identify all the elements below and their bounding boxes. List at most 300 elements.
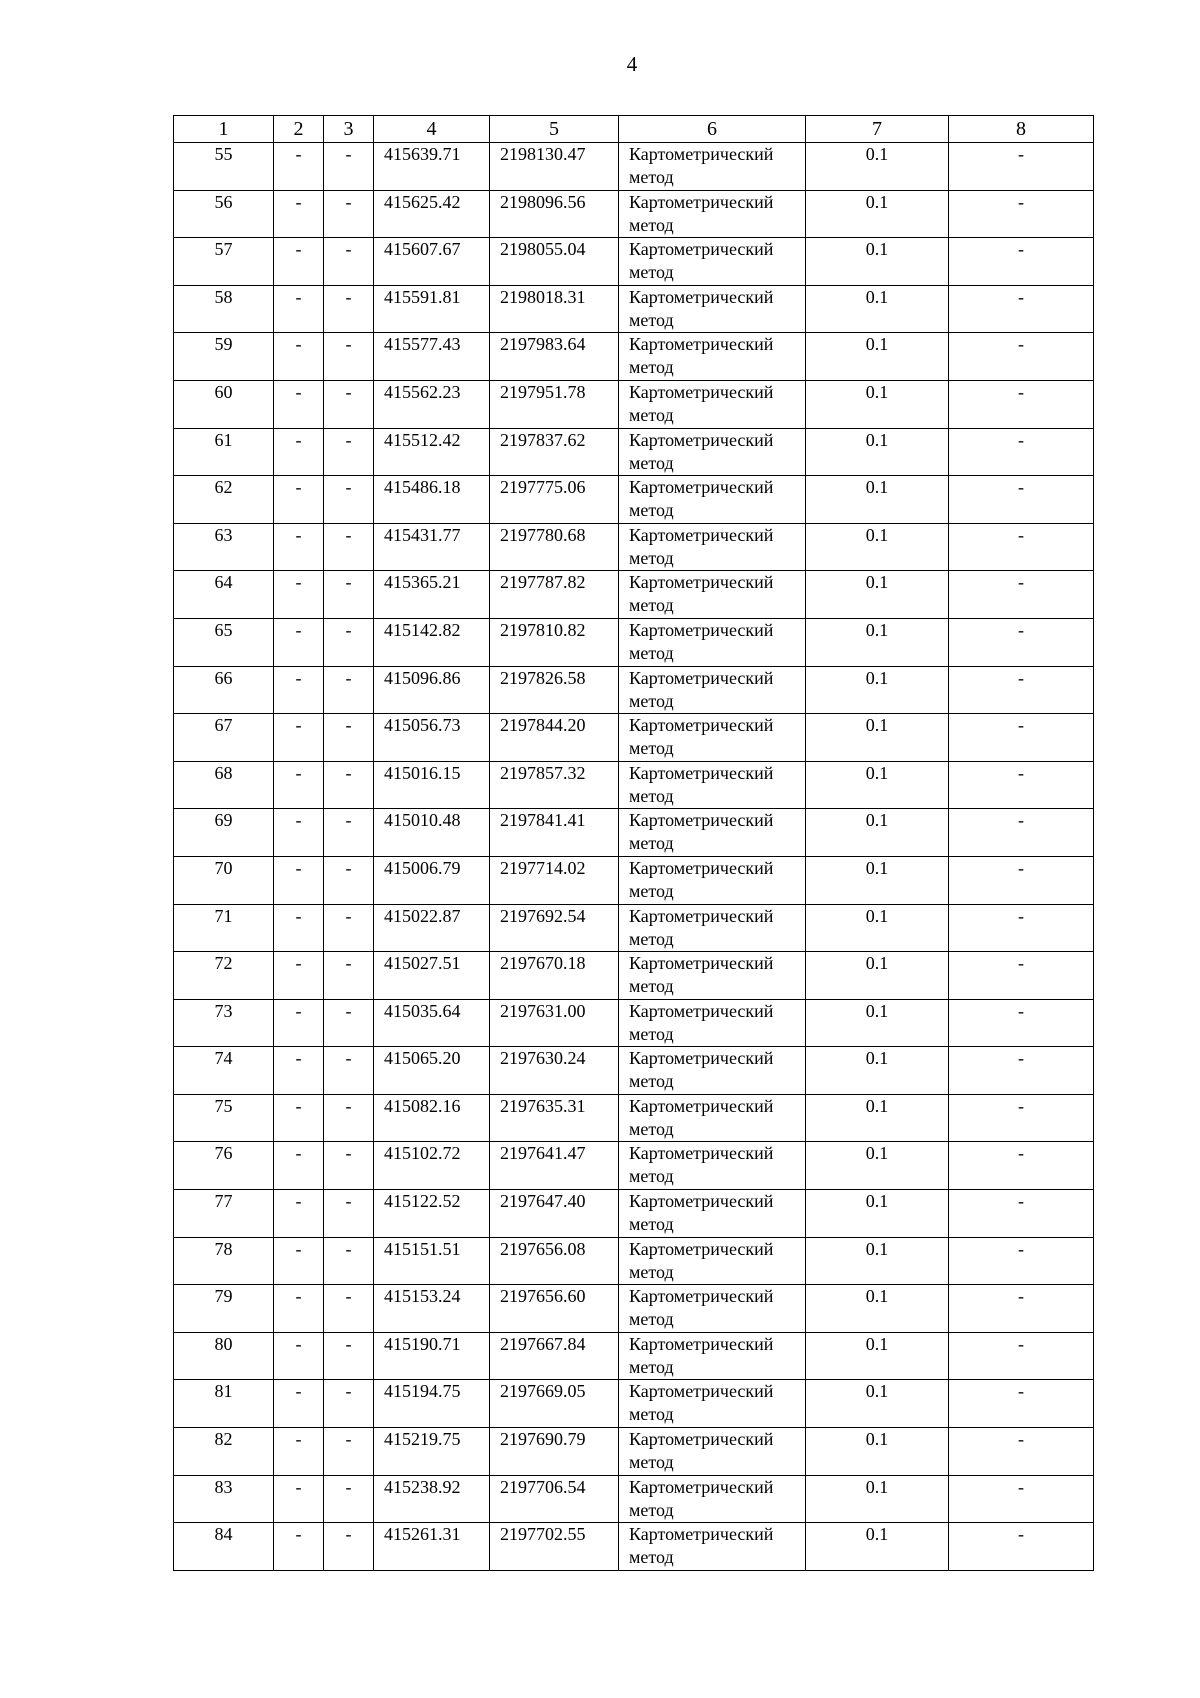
- method-line-1: Картометрический: [629, 1000, 774, 1021]
- column-2-cell: -: [274, 952, 324, 1000]
- column-8-cell: -: [949, 761, 1094, 809]
- accuracy-cell: 0.1: [806, 952, 949, 1000]
- y-coordinate-cell: 2197669.05: [490, 1380, 619, 1428]
- column-2-cell: -: [274, 523, 324, 571]
- column-3-cell: -: [324, 1094, 374, 1142]
- method-line-1: Картометрический: [629, 429, 774, 450]
- column-3-cell: -: [324, 1142, 374, 1190]
- column-8-cell: -: [949, 999, 1094, 1047]
- column-8-cell: -: [949, 1332, 1094, 1380]
- method-line-1: Картометрический: [629, 1476, 774, 1497]
- column-8-cell: -: [949, 380, 1094, 428]
- column-2-cell: -: [274, 1190, 324, 1238]
- column-3-cell: -: [324, 1332, 374, 1380]
- y-coordinate-cell: 2197630.24: [490, 1047, 619, 1095]
- method-line-2: метод: [629, 404, 674, 425]
- method-line-1: Картометрический: [629, 144, 774, 164]
- column-header: 6: [619, 116, 806, 143]
- column-2-cell: -: [274, 143, 324, 191]
- table-row: [174, 999, 1094, 1047]
- method-cell: [619, 1094, 806, 1142]
- method-line-1: Картометрический: [629, 1048, 774, 1069]
- column-8-cell: -: [949, 714, 1094, 762]
- y-coordinate-cell: 2197635.31: [490, 1094, 619, 1142]
- method-line-1: Картометрический: [629, 1333, 774, 1354]
- method-line-1: Картометрический: [629, 381, 774, 402]
- method-cell: [619, 714, 806, 762]
- column-2-cell: -: [274, 476, 324, 524]
- column-2-cell: -: [274, 666, 324, 714]
- coordinates-table: [173, 115, 1094, 1571]
- method-line-2: метод: [629, 1499, 674, 1520]
- method-line-2: метод: [629, 976, 674, 997]
- point-number-cell: 57: [174, 238, 274, 286]
- accuracy-cell: 0.1: [806, 1475, 949, 1523]
- method-line-2: метод: [629, 1452, 674, 1473]
- column-8-cell: -: [949, 1190, 1094, 1238]
- x-coordinate-cell: 415431.77: [374, 523, 490, 571]
- column-2-cell: -: [274, 571, 324, 619]
- method-line-2: метод: [629, 595, 674, 616]
- y-coordinate-cell: 2197647.40: [490, 1190, 619, 1238]
- point-number-cell: 65: [174, 618, 274, 666]
- column-8-cell: -: [949, 618, 1094, 666]
- y-coordinate-cell: 2197826.58: [490, 666, 619, 714]
- point-number-cell: 83: [174, 1475, 274, 1523]
- method-line-2: метод: [629, 1023, 674, 1044]
- column-2-cell: -: [274, 1047, 324, 1095]
- accuracy-cell: 0.1: [806, 380, 949, 428]
- method-line-2: метод: [629, 738, 674, 759]
- method-line-1: Картометрический: [629, 477, 774, 498]
- y-coordinate-cell: 2197690.79: [490, 1428, 619, 1476]
- accuracy-cell: 0.1: [806, 809, 949, 857]
- column-2-cell: -: [274, 1142, 324, 1190]
- accuracy-cell: 0.1: [806, 1047, 949, 1095]
- method-line-1: Картометрический: [629, 667, 774, 688]
- method-cell: [619, 1475, 806, 1523]
- method-line-2: метод: [629, 785, 674, 806]
- column-3-cell: -: [324, 285, 374, 333]
- method-cell: [619, 952, 806, 1000]
- method-line-1: Картометрический: [629, 1238, 774, 1259]
- column-2-cell: -: [274, 1285, 324, 1333]
- method-line-1: Картометрический: [629, 857, 774, 878]
- method-cell: [619, 523, 806, 571]
- column-2-cell: -: [274, 190, 324, 238]
- table-row: [174, 285, 1094, 333]
- y-coordinate-cell: 2197692.54: [490, 904, 619, 952]
- column-2-cell: -: [274, 999, 324, 1047]
- point-number-cell: 63: [174, 523, 274, 571]
- method-line-2: метод: [629, 357, 674, 378]
- accuracy-cell: 0.1: [806, 285, 949, 333]
- column-3-cell: -: [324, 666, 374, 714]
- method-cell: [619, 1237, 806, 1285]
- column-2-cell: -: [274, 1237, 324, 1285]
- method-line-2: метод: [629, 928, 674, 949]
- method-line-2: метод: [629, 1166, 674, 1187]
- column-3-cell: -: [324, 618, 374, 666]
- method-cell: [619, 856, 806, 904]
- method-cell: [619, 380, 806, 428]
- x-coordinate-cell: 415238.92: [374, 1475, 490, 1523]
- point-number-cell: 81: [174, 1380, 274, 1428]
- column-header: 3: [324, 116, 374, 143]
- column-3-cell: -: [324, 809, 374, 857]
- column-8-cell: -: [949, 1094, 1094, 1142]
- method-line-2: метод: [629, 833, 674, 854]
- column-3-cell: -: [324, 1237, 374, 1285]
- column-8-cell: -: [949, 666, 1094, 714]
- y-coordinate-cell: 2197841.41: [490, 809, 619, 857]
- method-cell: [619, 1190, 806, 1238]
- method-cell: [619, 428, 806, 476]
- y-coordinate-cell: 2198096.56: [490, 190, 619, 238]
- accuracy-cell: 0.1: [806, 666, 949, 714]
- method-line-1: Картометрический: [629, 762, 774, 783]
- method-line-1: Картометрический: [629, 286, 774, 307]
- x-coordinate-cell: 415142.82: [374, 618, 490, 666]
- point-number-cell: 79: [174, 1285, 274, 1333]
- point-number-cell: 68: [174, 761, 274, 809]
- column-2-cell: -: [274, 238, 324, 286]
- x-coordinate-cell: 415591.81: [374, 285, 490, 333]
- table-row: [174, 523, 1094, 571]
- method-line-2: метод: [629, 500, 674, 521]
- point-number-cell: 74: [174, 1047, 274, 1095]
- y-coordinate-cell: 2198055.04: [490, 238, 619, 286]
- y-coordinate-cell: 2197656.08: [490, 1237, 619, 1285]
- point-number-cell: 76: [174, 1142, 274, 1190]
- column-header: 7: [806, 116, 949, 143]
- accuracy-cell: 0.1: [806, 856, 949, 904]
- method-cell: [619, 809, 806, 857]
- column-8-cell: -: [949, 476, 1094, 524]
- method-cell: [619, 476, 806, 524]
- x-coordinate-cell: 415082.16: [374, 1094, 490, 1142]
- method-line-1: Картометрический: [629, 1381, 774, 1402]
- table-row: [174, 238, 1094, 286]
- column-3-cell: -: [324, 1523, 374, 1571]
- column-3-cell: -: [324, 238, 374, 286]
- column-3-cell: -: [324, 1190, 374, 1238]
- table-row: [174, 856, 1094, 904]
- y-coordinate-cell: 2197844.20: [490, 714, 619, 762]
- table-row: [174, 1428, 1094, 1476]
- column-8-cell: -: [949, 1285, 1094, 1333]
- table-row: [174, 1190, 1094, 1238]
- table-row: [174, 1523, 1094, 1571]
- point-number-cell: 64: [174, 571, 274, 619]
- y-coordinate-cell: 2197714.02: [490, 856, 619, 904]
- accuracy-cell: 0.1: [806, 428, 949, 476]
- x-coordinate-cell: 415512.42: [374, 428, 490, 476]
- method-cell: [619, 190, 806, 238]
- method-line-1: Картометрический: [629, 191, 774, 212]
- x-coordinate-cell: 415625.42: [374, 190, 490, 238]
- column-2-cell: -: [274, 333, 324, 381]
- accuracy-cell: 0.1: [806, 1380, 949, 1428]
- x-coordinate-cell: 415365.21: [374, 571, 490, 619]
- x-coordinate-cell: 415016.15: [374, 761, 490, 809]
- point-number-cell: 78: [174, 1237, 274, 1285]
- x-coordinate-cell: 415607.67: [374, 238, 490, 286]
- x-coordinate-cell: 415022.87: [374, 904, 490, 952]
- column-2-cell: -: [274, 761, 324, 809]
- point-number-cell: 67: [174, 714, 274, 762]
- x-coordinate-cell: 415151.51: [374, 1237, 490, 1285]
- method-line-1: Картометрический: [629, 239, 774, 260]
- x-coordinate-cell: 415486.18: [374, 476, 490, 524]
- column-8-cell: -: [949, 333, 1094, 381]
- column-2-cell: -: [274, 1380, 324, 1428]
- point-number-cell: 58: [174, 285, 274, 333]
- table-row: [174, 571, 1094, 619]
- column-3-cell: -: [324, 476, 374, 524]
- point-number-cell: 62: [174, 476, 274, 524]
- x-coordinate-cell: 415056.73: [374, 714, 490, 762]
- column-header: 8: [949, 116, 1094, 143]
- point-number-cell: 80: [174, 1332, 274, 1380]
- accuracy-cell: 0.1: [806, 143, 949, 191]
- accuracy-cell: 0.1: [806, 1094, 949, 1142]
- point-number-cell: 82: [174, 1428, 274, 1476]
- method-line-2: метод: [629, 547, 674, 568]
- method-cell: [619, 1285, 806, 1333]
- accuracy-cell: 0.1: [806, 1523, 949, 1571]
- y-coordinate-cell: 2197631.00: [490, 999, 619, 1047]
- x-coordinate-cell: 415102.72: [374, 1142, 490, 1190]
- column-header: 5: [490, 116, 619, 143]
- point-number-cell: 61: [174, 428, 274, 476]
- method-cell: [619, 333, 806, 381]
- column-2-cell: -: [274, 714, 324, 762]
- x-coordinate-cell: 415639.71: [374, 143, 490, 191]
- column-header: 1: [174, 116, 274, 143]
- point-number-cell: 59: [174, 333, 274, 381]
- accuracy-cell: 0.1: [806, 1142, 949, 1190]
- method-line-1: Картометрический: [629, 1286, 774, 1307]
- method-line-2: метод: [629, 309, 674, 330]
- column-8-cell: -: [949, 428, 1094, 476]
- column-3-cell: -: [324, 333, 374, 381]
- x-coordinate-cell: 415190.71: [374, 1332, 490, 1380]
- method-line-2: метод: [629, 1547, 674, 1568]
- y-coordinate-cell: 2197775.06: [490, 476, 619, 524]
- method-cell: [619, 571, 806, 619]
- accuracy-cell: 0.1: [806, 571, 949, 619]
- table-row: [174, 1142, 1094, 1190]
- column-2-cell: -: [274, 1094, 324, 1142]
- column-8-cell: -: [949, 523, 1094, 571]
- column-8-cell: -: [949, 952, 1094, 1000]
- y-coordinate-cell: 2197810.82: [490, 618, 619, 666]
- column-2-cell: -: [274, 1475, 324, 1523]
- y-coordinate-cell: 2197951.78: [490, 380, 619, 428]
- y-coordinate-cell: 2197656.60: [490, 1285, 619, 1333]
- point-number-cell: 70: [174, 856, 274, 904]
- column-8-cell: -: [949, 190, 1094, 238]
- x-coordinate-cell: 415219.75: [374, 1428, 490, 1476]
- accuracy-cell: 0.1: [806, 904, 949, 952]
- accuracy-cell: 0.1: [806, 476, 949, 524]
- y-coordinate-cell: 2197787.82: [490, 571, 619, 619]
- method-cell: [619, 1380, 806, 1428]
- accuracy-cell: 0.1: [806, 1237, 949, 1285]
- method-line-2: метод: [629, 1214, 674, 1235]
- point-number-cell: 71: [174, 904, 274, 952]
- x-coordinate-cell: 415027.51: [374, 952, 490, 1000]
- method-line-2: метод: [629, 880, 674, 901]
- column-8-cell: -: [949, 856, 1094, 904]
- method-cell: [619, 904, 806, 952]
- column-8-cell: -: [949, 1380, 1094, 1428]
- y-coordinate-cell: 2197706.54: [490, 1475, 619, 1523]
- method-line-1: Картометрический: [629, 524, 774, 545]
- accuracy-cell: 0.1: [806, 333, 949, 381]
- method-cell: [619, 238, 806, 286]
- column-2-cell: -: [274, 1332, 324, 1380]
- method-line-1: Картометрический: [629, 1191, 774, 1212]
- point-number-cell: 56: [174, 190, 274, 238]
- method-line-2: метод: [629, 1309, 674, 1330]
- y-coordinate-cell: 2197670.18: [490, 952, 619, 1000]
- accuracy-cell: 0.1: [806, 761, 949, 809]
- column-3-cell: -: [324, 856, 374, 904]
- method-cell: [619, 143, 806, 191]
- table-row: [174, 1285, 1094, 1333]
- accuracy-cell: 0.1: [806, 714, 949, 762]
- method-cell: [619, 761, 806, 809]
- method-line-1: Картометрический: [629, 953, 774, 974]
- method-line-1: Картометрический: [629, 1095, 774, 1116]
- column-8-cell: -: [949, 1523, 1094, 1571]
- y-coordinate-cell: 2197702.55: [490, 1523, 619, 1571]
- column-3-cell: -: [324, 999, 374, 1047]
- point-number-cell: 72: [174, 952, 274, 1000]
- y-coordinate-cell: 2198018.31: [490, 285, 619, 333]
- column-8-cell: -: [949, 904, 1094, 952]
- column-2-cell: -: [274, 856, 324, 904]
- table-row: [174, 1047, 1094, 1095]
- method-line-1: Картометрический: [629, 905, 774, 926]
- column-8-cell: -: [949, 238, 1094, 286]
- x-coordinate-cell: 415035.64: [374, 999, 490, 1047]
- accuracy-cell: 0.1: [806, 238, 949, 286]
- y-coordinate-cell: 2197983.64: [490, 333, 619, 381]
- column-2-cell: -: [274, 904, 324, 952]
- method-line-1: Картометрический: [629, 619, 774, 640]
- method-cell: [619, 1523, 806, 1571]
- table-row: [174, 333, 1094, 381]
- x-coordinate-cell: 415577.43: [374, 333, 490, 381]
- method-cell: [619, 1332, 806, 1380]
- method-line-1: Картометрический: [629, 1429, 774, 1450]
- method-line-2: метод: [629, 214, 674, 235]
- x-coordinate-cell: 415010.48: [374, 809, 490, 857]
- method-cell: [619, 1142, 806, 1190]
- table-header-row: [174, 116, 1094, 143]
- table-row: [174, 1237, 1094, 1285]
- table-row: [174, 1332, 1094, 1380]
- table-row: [174, 666, 1094, 714]
- x-coordinate-cell: 415122.52: [374, 1190, 490, 1238]
- table-row: [174, 809, 1094, 857]
- table-row: [174, 1380, 1094, 1428]
- table-row: [174, 952, 1094, 1000]
- table-row: [174, 618, 1094, 666]
- column-8-cell: -: [949, 1047, 1094, 1095]
- y-coordinate-cell: 2197837.62: [490, 428, 619, 476]
- table-row: [174, 761, 1094, 809]
- method-line-2: метод: [629, 452, 674, 473]
- method-line-2: метод: [629, 642, 674, 663]
- column-8-cell: -: [949, 285, 1094, 333]
- x-coordinate-cell: 415096.86: [374, 666, 490, 714]
- table-row: [174, 1094, 1094, 1142]
- column-3-cell: -: [324, 952, 374, 1000]
- method-line-1: Картометрический: [629, 810, 774, 831]
- accuracy-cell: 0.1: [806, 1332, 949, 1380]
- accuracy-cell: 0.1: [806, 190, 949, 238]
- column-2-cell: -: [274, 809, 324, 857]
- column-8-cell: -: [949, 1142, 1094, 1190]
- column-3-cell: -: [324, 1380, 374, 1428]
- table-body: [174, 143, 1094, 1571]
- method-line-2: метод: [629, 1356, 674, 1377]
- method-line-2: метод: [629, 1404, 674, 1425]
- column-3-cell: -: [324, 143, 374, 191]
- column-8-cell: -: [949, 1237, 1094, 1285]
- point-number-cell: 73: [174, 999, 274, 1047]
- accuracy-cell: 0.1: [806, 523, 949, 571]
- x-coordinate-cell: 415194.75: [374, 1380, 490, 1428]
- y-coordinate-cell: 2197641.47: [490, 1142, 619, 1190]
- table-row: [174, 1475, 1094, 1523]
- column-8-cell: -: [949, 1428, 1094, 1476]
- column-3-cell: -: [324, 523, 374, 571]
- accuracy-cell: 0.1: [806, 618, 949, 666]
- table-row: [174, 428, 1094, 476]
- point-number-cell: 77: [174, 1190, 274, 1238]
- point-number-cell: 75: [174, 1094, 274, 1142]
- y-coordinate-cell: 2197780.68: [490, 523, 619, 571]
- column-8-cell: -: [949, 571, 1094, 619]
- x-coordinate-cell: 415562.23: [374, 380, 490, 428]
- method-line-2: метод: [629, 167, 674, 187]
- method-line-2: метод: [629, 1071, 674, 1092]
- point-number-cell: 69: [174, 809, 274, 857]
- y-coordinate-cell: 2197857.32: [490, 761, 619, 809]
- column-3-cell: -: [324, 1285, 374, 1333]
- x-coordinate-cell: 415065.20: [374, 1047, 490, 1095]
- method-cell: [619, 285, 806, 333]
- column-2-cell: -: [274, 428, 324, 476]
- column-3-cell: -: [324, 761, 374, 809]
- method-line-1: Картометрический: [629, 1524, 774, 1545]
- method-line-1: Картометрический: [629, 715, 774, 736]
- accuracy-cell: 0.1: [806, 999, 949, 1047]
- method-cell: [619, 1047, 806, 1095]
- column-3-cell: -: [324, 904, 374, 952]
- method-line-2: метод: [629, 262, 674, 283]
- column-header: 4: [374, 116, 490, 143]
- x-coordinate-cell: 415153.24: [374, 1285, 490, 1333]
- x-coordinate-cell: 415006.79: [374, 856, 490, 904]
- table-row: [174, 143, 1094, 191]
- column-3-cell: -: [324, 428, 374, 476]
